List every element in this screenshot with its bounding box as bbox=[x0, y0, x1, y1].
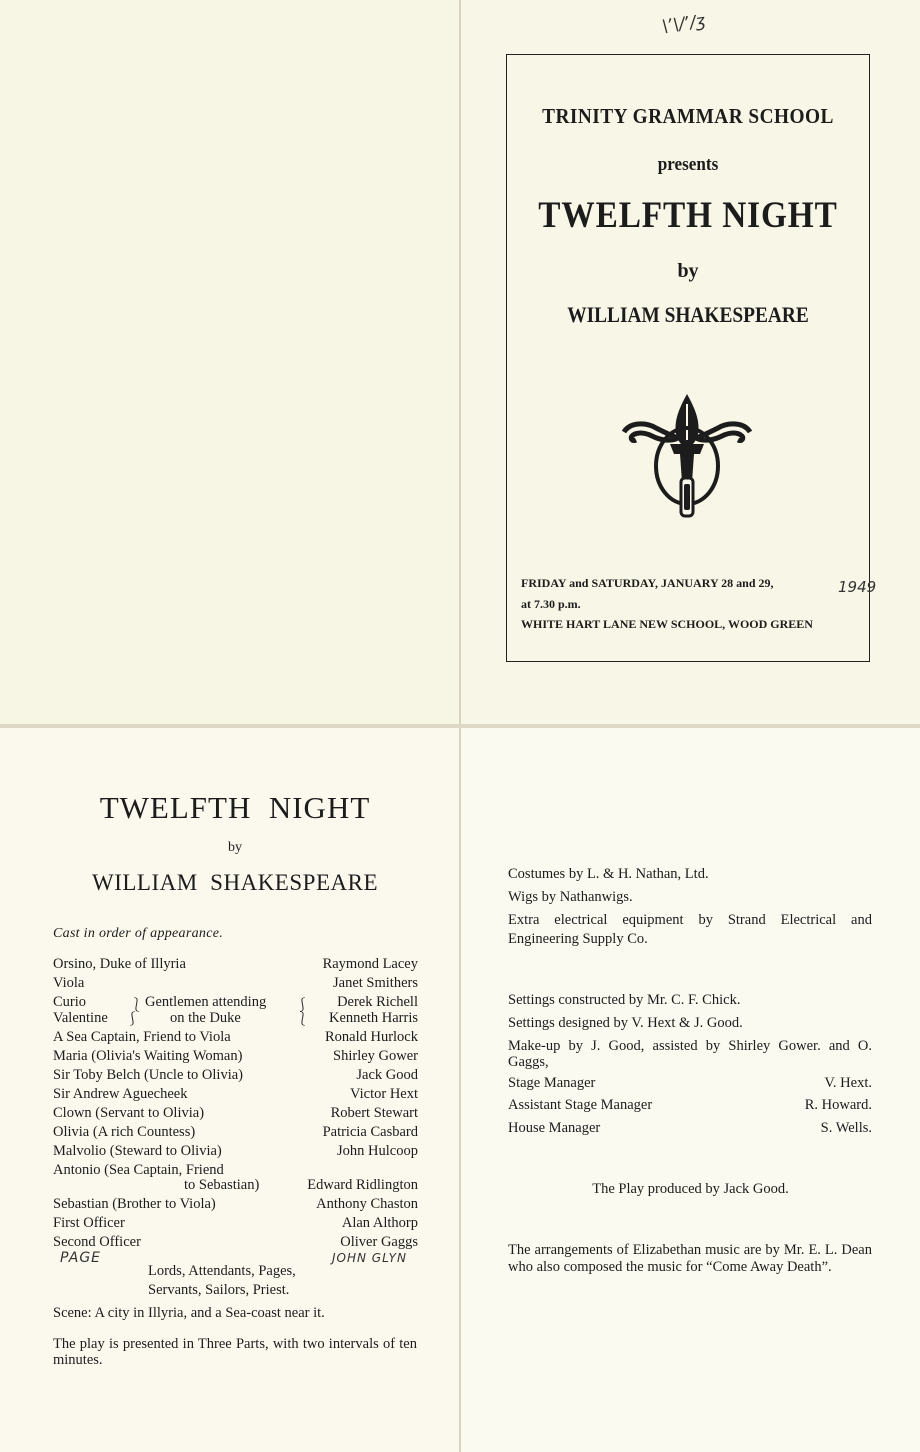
cast-actor: John Hulcoop bbox=[337, 1143, 418, 1159]
cast-page-title: TWELFTH NIGHT bbox=[99, 790, 371, 825]
cast-role: Antonio (Sea Captain, Friend bbox=[53, 1162, 224, 1178]
cover-by-label: by bbox=[677, 260, 699, 282]
cast-role: Clown (Servant to Olivia) bbox=[53, 1105, 205, 1121]
cast-row bbox=[53, 1234, 418, 1252]
handwritten-page-note: PAGE bbox=[60, 1250, 102, 1266]
performance-dates: FRIDAY and SATURDAY, JANUARY 28 and 29, bbox=[521, 576, 774, 590]
extras-list bbox=[148, 1262, 296, 1300]
cast-role: Olivia (A rich Countess) bbox=[53, 1124, 196, 1140]
producer-credit: The Play produced by Jack Good. bbox=[592, 1181, 789, 1197]
fleur-de-lis-emblem-icon bbox=[620, 392, 754, 520]
cast-row bbox=[53, 1105, 418, 1123]
handwritten-scribble: \ʼ\/ʼ/ʒ bbox=[660, 11, 707, 37]
cast-page-author: WILLIAM SHAKESPEARE bbox=[92, 870, 378, 895]
cast-role: First Officer bbox=[53, 1215, 125, 1231]
school-name: TRINITY GRAMMAR SCHOOL bbox=[542, 104, 834, 128]
cast-role: Maria (Olivia's Waiting Woman) bbox=[53, 1048, 243, 1064]
makeup-credit: Make-up by J. Good, assisted by Shirley Gower. and O. Gaggs, bbox=[508, 1038, 872, 1070]
cast-row bbox=[53, 1177, 418, 1195]
cast-role: Valentine bbox=[53, 1010, 108, 1026]
right-bracket-lower: ⎱ bbox=[296, 1011, 310, 1026]
cast-actor: Shirley Gower bbox=[333, 1048, 418, 1064]
extras-line-1: Lords, Attendants, Pages, bbox=[148, 1263, 296, 1279]
cast-actor: Anthony Chaston bbox=[316, 1196, 418, 1212]
scene-note: Scene: A city in Illyria, and a Sea-coast near it. bbox=[53, 1305, 325, 1321]
cast-row bbox=[53, 975, 418, 993]
cast-row bbox=[53, 1124, 418, 1142]
performance-time: at 7.30 p.m. bbox=[521, 597, 581, 611]
cast-page-by: by bbox=[228, 840, 242, 855]
cast-role: Curio bbox=[53, 994, 87, 1010]
crew-name: V. Hext. bbox=[824, 1075, 872, 1091]
cast-row bbox=[53, 1067, 418, 1085]
settings-designed-credit: Settings designed by V. Hext & J. Good. bbox=[508, 1015, 743, 1031]
cast-actor: Kenneth Harris bbox=[329, 1010, 418, 1026]
handwritten-actor-note: JOHN GLYN bbox=[332, 1251, 407, 1265]
cast-actor: Derek Richell bbox=[337, 994, 418, 1010]
wigs-credit: Wigs by Nathanwigs. bbox=[508, 889, 633, 905]
cover-author: WILLIAM SHAKESPEARE bbox=[567, 302, 809, 327]
crew-role: House Manager bbox=[508, 1120, 601, 1136]
cast-actor: Ronald Hurlock bbox=[324, 1029, 418, 1045]
cast-actor: Oliver Gaggs bbox=[340, 1234, 418, 1250]
cast-actor: Robert Stewart bbox=[330, 1105, 418, 1121]
left-bracket: ⎱ bbox=[130, 997, 144, 1012]
cast-actor: Janet Smithers bbox=[333, 975, 418, 991]
cast-row bbox=[53, 1048, 418, 1066]
cast-role: Sir Toby Belch (Uncle to Olivia) bbox=[53, 1067, 244, 1083]
cast-role: to Sebastian) bbox=[184, 1177, 260, 1193]
cast-role: Sebastian (Brother to Viola) bbox=[53, 1196, 216, 1212]
curio-valentine-note-2: on the Duke bbox=[170, 1010, 241, 1026]
crew-role: Assistant Stage Manager bbox=[508, 1097, 653, 1113]
cast-actor: Patricia Casbard bbox=[322, 1124, 418, 1140]
cast-role: Second Officer bbox=[53, 1234, 141, 1250]
handwritten-year: 1949 bbox=[838, 578, 877, 596]
extras-line-2: Servants, Sailors, Priest. bbox=[148, 1282, 290, 1298]
performance-venue: WHITE HART LANE NEW SCHOOL, WOOD GREEN bbox=[521, 617, 813, 631]
electrical-credit: Extra electrical equipment by Strand Electrical and Engineering Supply Co. bbox=[508, 912, 872, 947]
back-cover-panel bbox=[0, 0, 459, 724]
cast-actor: Edward Ridlington bbox=[307, 1177, 418, 1193]
crew-role: Stage Manager bbox=[508, 1075, 596, 1091]
parts-note: The play is presented in Three Parts, with two intervals of ten minutes. bbox=[53, 1336, 417, 1368]
cast-actor: Jack Good bbox=[356, 1067, 418, 1083]
crew-name: R. Howard. bbox=[804, 1097, 872, 1113]
crew-row bbox=[508, 1097, 872, 1115]
costumes-credit: Costumes by L. & H. Nathan, Ltd. bbox=[508, 866, 709, 882]
crew-row bbox=[508, 1120, 872, 1138]
curio-valentine-note: Gentlemen attending bbox=[145, 994, 267, 1010]
cast-heading: Cast in order of appearance. bbox=[53, 926, 224, 941]
cover-play-title: TWELFTH NIGHT bbox=[538, 195, 838, 236]
settings-constructed-credit: Settings constructed by Mr. C. F. Chick. bbox=[508, 992, 741, 1008]
cast-role: Viola bbox=[53, 975, 85, 991]
cast-row bbox=[53, 1086, 418, 1104]
cast-actor: Alan Althorp bbox=[341, 1215, 418, 1231]
right-bracket: ⎰ bbox=[296, 997, 310, 1012]
cast-role: Orsino, Duke of Illyria bbox=[53, 956, 186, 972]
cast-actor: Raymond Lacey bbox=[322, 956, 418, 972]
crew-name: S. Wells. bbox=[820, 1120, 872, 1136]
cast-actor: Victor Hext bbox=[350, 1086, 418, 1102]
left-bracket-lower: ⎰ bbox=[126, 1011, 140, 1026]
cast-row bbox=[53, 1215, 418, 1233]
cover-border-frame bbox=[506, 54, 870, 662]
cast-role: Malvolio (Steward to Olivia) bbox=[53, 1143, 222, 1159]
presents-label: presents bbox=[657, 154, 719, 175]
cast-role: Sir Andrew Aguecheek bbox=[53, 1086, 188, 1102]
cast-row bbox=[53, 1143, 418, 1161]
crew-row bbox=[508, 1075, 872, 1093]
horizontal-fold-line bbox=[0, 724, 920, 728]
cast-role: A Sea Captain, Friend to Viola bbox=[53, 1029, 231, 1045]
cast-row bbox=[53, 1029, 418, 1047]
music-credit: The arrangements of Elizabethan music are by Mr. E. L. Dean who also composed the music for “Come Away Death”. bbox=[508, 1242, 872, 1275]
cast-row bbox=[53, 956, 418, 974]
cast-row bbox=[53, 1196, 418, 1214]
